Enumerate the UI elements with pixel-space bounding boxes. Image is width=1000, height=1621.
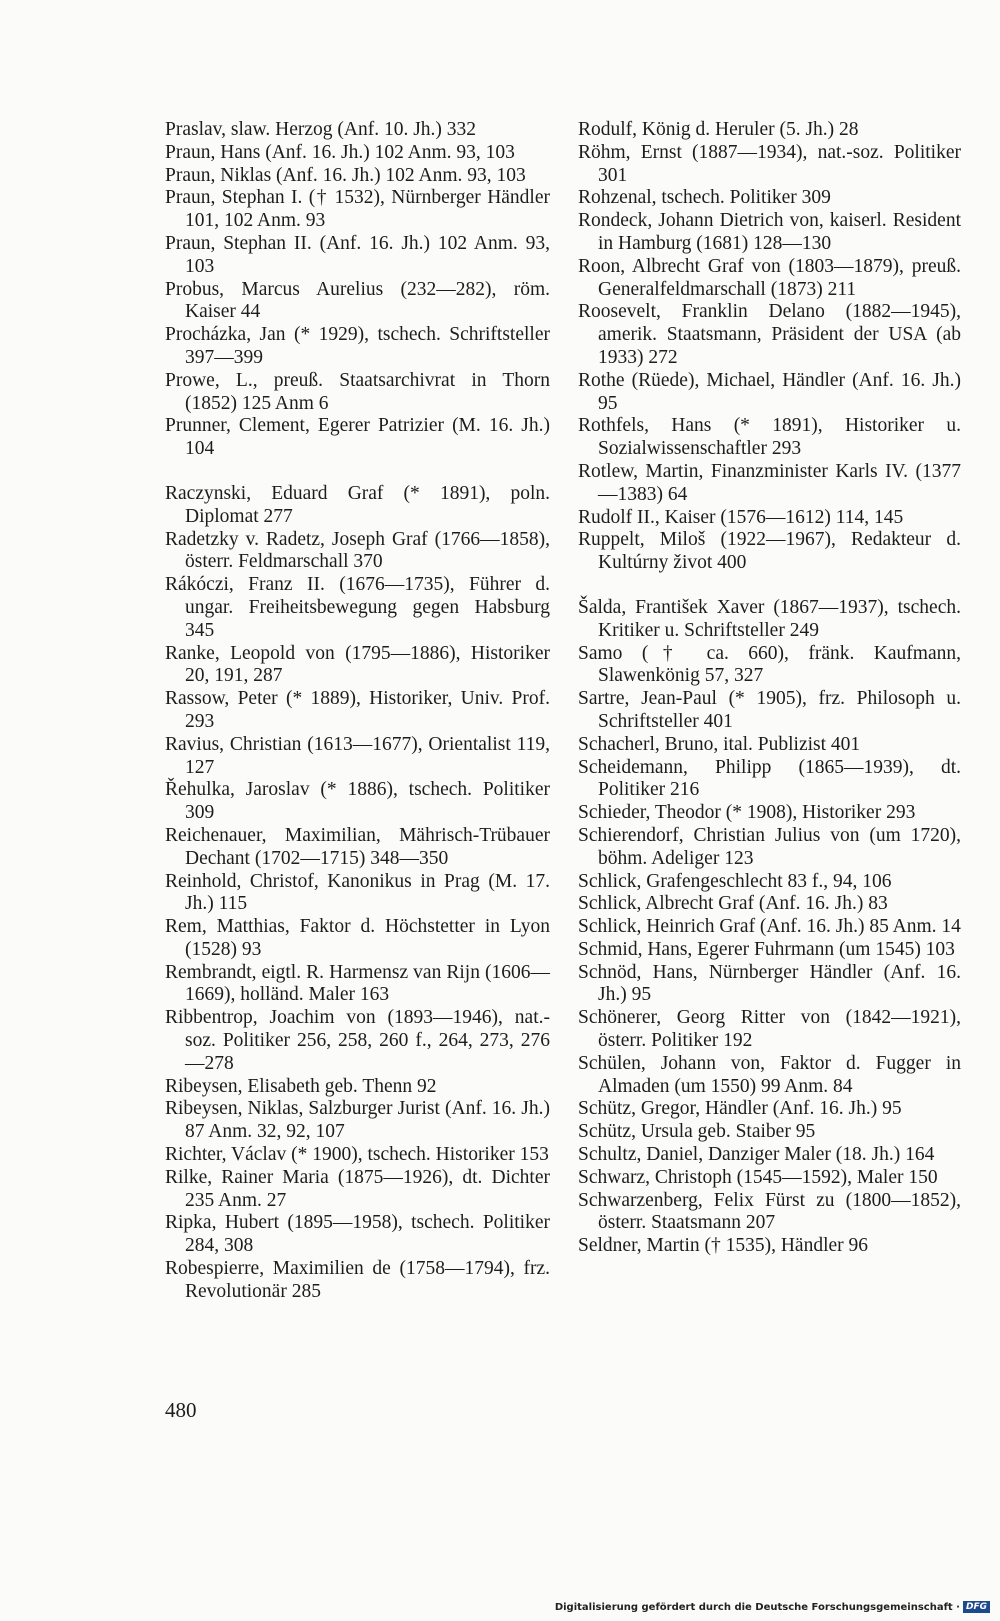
index-entry: Schlick, Grafengeschlecht 83 f., 94, 106 (578, 870, 892, 892)
index-entry: Schlick, Heinrich Graf (Anf. 16. Jh.) 85 Anm. 14 (578, 916, 961, 938)
index-entry: Rodulf, König d. Heruler (5. Jh.) 28 (578, 119, 859, 140)
dfg-logo: DFG (963, 1601, 990, 1613)
index-entry: Schlick, Albrecht Graf (Anf. 16. Jh.) 83 (578, 893, 888, 915)
index-entry: Řehulka, Jaroslav (* 1886), tschech. Politiker 309 (165, 779, 550, 824)
index-entry: Rohzenal, tschech. Politiker 309 (578, 187, 831, 209)
index-entry: Rilke, Rainer Maria (1875—1926), dt. Dichter 235 Anm. 27 (165, 1166, 550, 1211)
digitization-footer (555, 1601, 990, 1613)
index-entry: Reinhold, Christof, Kanonikus in Prag (M. 17. Jh.) 115 (165, 870, 550, 915)
footer-text: Digitalisierung gefördert durch die Deutsche Forschungsgemeinschaft · (554, 1601, 960, 1613)
index-entry: Schnöd, Hans, Nürnberger Händler (Anf. 16. Jh.) 95 (578, 961, 961, 1006)
index-entry: Rothe (Rüede), Michael, Händler (Anf. 16. Jh.) 95 (578, 369, 961, 414)
index-entry: Ribbentrop, Joachim von (1893—1946), nat.-soz. Politiker 256, 258, 260 f., 264, 273, 276—278 (165, 1007, 550, 1074)
index-entry: Schönerer, Georg Ritter von (1842—1921), österr. Politiker 192 (578, 1007, 961, 1052)
index-entry: Roon, Albrecht Graf von (1803—1879), preuß. Generalfeldmarschall (1873) 211 (578, 255, 961, 300)
index-entry: Praun, Hans (Anf. 16. Jh.) 102 Anm. 93, 103 (165, 141, 515, 163)
index-entry: Schmid, Hans, Egerer Fuhrmann (um 1545) 103 (578, 938, 955, 960)
index-entry: Seldner, Martin († 1535), Händler 96 (578, 1235, 869, 1257)
index-entry: Praun, Niklas (Anf. 16. Jh.) 102 Anm. 93, 103 (165, 164, 526, 186)
page-number: 480 (165, 1398, 197, 1422)
index-entry: Samo († ca. 660), fränk. Kaufmann, Slawenkönig 57, 327 (578, 642, 961, 687)
index-entry: Schülen, Johann von, Faktor d. Fugger in Almaden (um 1550) 99 Anm. 84 (578, 1052, 961, 1097)
index-entry: Ripka, Hubert (1895—1958), tschech. Politiker 284, 308 (165, 1212, 550, 1257)
index-entry: Ruppelt, Miloš (1922—1967), Redakteur d. Kultúrny život 400 (578, 529, 961, 574)
index-entry: Praun, Stephan II. (Anf. 16. Jh.) 102 Anm. 93, 103 (165, 232, 550, 277)
index-entry: Prowe, L., preuß. Staatsarchivrat in Thorn (1852) 125 Anm 6 (165, 369, 550, 414)
index-entry: Schwarz, Christoph (1545—1592), Maler 150 (578, 1166, 938, 1188)
index-entry: Schacherl, Bruno, ital. Publizist 401 (578, 733, 861, 755)
index-entry: Schütz, Ursula geb. Staiber 95 (578, 1121, 816, 1143)
index-entry: Schultz, Daniel, Danziger Maler (18. Jh.) 164 (578, 1144, 935, 1166)
index-entry: Rem, Matthias, Faktor d. Höchstetter in Lyon (1528) 93 (165, 916, 550, 960)
index-entry: Rákóczi, Franz II. (1676—1735), Führer d. ungar. Freiheitsbewegung gegen Habsburg 345 (165, 574, 550, 641)
index-entry: Ravius, Christian (1613—1677), Orientalist 119, 127 (165, 733, 550, 778)
index-entry: Praslav, slaw. Herzog (Anf. 10. Jh.) 332 (165, 119, 477, 140)
index-entry: Scheidemann, Philipp (1865—1939), dt. Politiker 216 (578, 756, 961, 801)
index-entry: Schütz, Gregor, Händler (Anf. 16. Jh.) 95 (578, 1098, 902, 1120)
index-entry: Schieder, Theodor (* 1908), Historiker 293 (578, 802, 916, 824)
index-entry: Rondeck, Johann Dietrich von, kaiserl. Resident in Hamburg (1681) 128—130 (578, 210, 961, 254)
index-entry: Rembrandt, eigtl. R. Harmensz van Rijn (1606—1669), holländ. Maler 163 (165, 961, 550, 1006)
index-entry: Richter, Václav (* 1900), tschech. Historiker 153 (165, 1144, 549, 1166)
index-entry: Rothfels, Hans (* 1891), Historiker u. Sozialwissenschaftler 293 (578, 415, 961, 460)
index-entry: Procházka, Jan (* 1929), tschech. Schriftsteller 397—399 (165, 324, 550, 368)
index-entry: Rotlew, Martin, Finanzminister Karls IV. (1377—1383) 64 (578, 460, 961, 505)
index-entry: Raczynski, Eduard Graf (* 1891), poln. Diplomat 277 (165, 482, 550, 527)
index-entry: Radetzky v. Radetz, Joseph Graf (1766—1858), österr. Feldmarschall 370 (165, 528, 550, 573)
index-entry: Probus, Marcus Aurelius (232—282), röm. Kaiser 44 (165, 278, 550, 323)
index-entry: Schierendorf, Christian Julius von (um 1720), böhm. Adeliger 123 (578, 824, 961, 869)
index-entry: Ranke, Leopold von (1795—1886), Historiker 20, 191, 287 (165, 642, 550, 687)
index-entry: Schwarzenberg, Felix Fürst zu (1800—1852), österr. Staatsmann 207 (578, 1189, 961, 1234)
index-entry: Röhm, Ernst (1887—1934), nat.-soz. Politiker 301 (578, 141, 961, 186)
index-entry: Rassow, Peter (* 1889), Historiker, Univ. Prof. 293 (165, 688, 550, 732)
index-entry: Sartre, Jean-Paul (* 1905), frz. Philosoph u. Schriftsteller 401 (578, 688, 961, 732)
index-column-right (578, 119, 961, 1258)
index-entry: Praun, Stephan I. († 1532), Nürnberger Händler 101, 102 Anm. 93 (165, 187, 550, 232)
index-entry: Ribeysen, Niklas, Salzburger Jurist (Anf. 16. Jh.) 87 Anm. 32, 92, 107 (165, 1098, 550, 1143)
section-gap (165, 461, 550, 483)
index-entry: Reichenauer, Maximilian, Mährisch-Trübauer Dechant (1702—1715) 348—350 (165, 824, 550, 869)
index-entry: Šalda, František Xaver (1867—1937), tschech. Kritiker u. Schriftsteller 249 (578, 596, 961, 641)
index-entry: Rudolf II., Kaiser (1576—1612) 114, 145 (578, 506, 904, 528)
index-entry: Roosevelt, Franklin Delano (1882—1945), amerik. Staatsmann, Präsident der USA (ab 1933) 272 (578, 301, 961, 368)
index-column-left (165, 119, 550, 1304)
index-entry: Prunner, Clement, Egerer Patrizier (M. 16. Jh.) 104 (165, 415, 550, 460)
index-entry: Ribeysen, Elisabeth geb. Thenn 92 (165, 1075, 437, 1097)
index-entry: Robespierre, Maximilien de (1758—1794), frz. Revolutionär 285 (165, 1258, 550, 1302)
section-gap (578, 575, 961, 597)
